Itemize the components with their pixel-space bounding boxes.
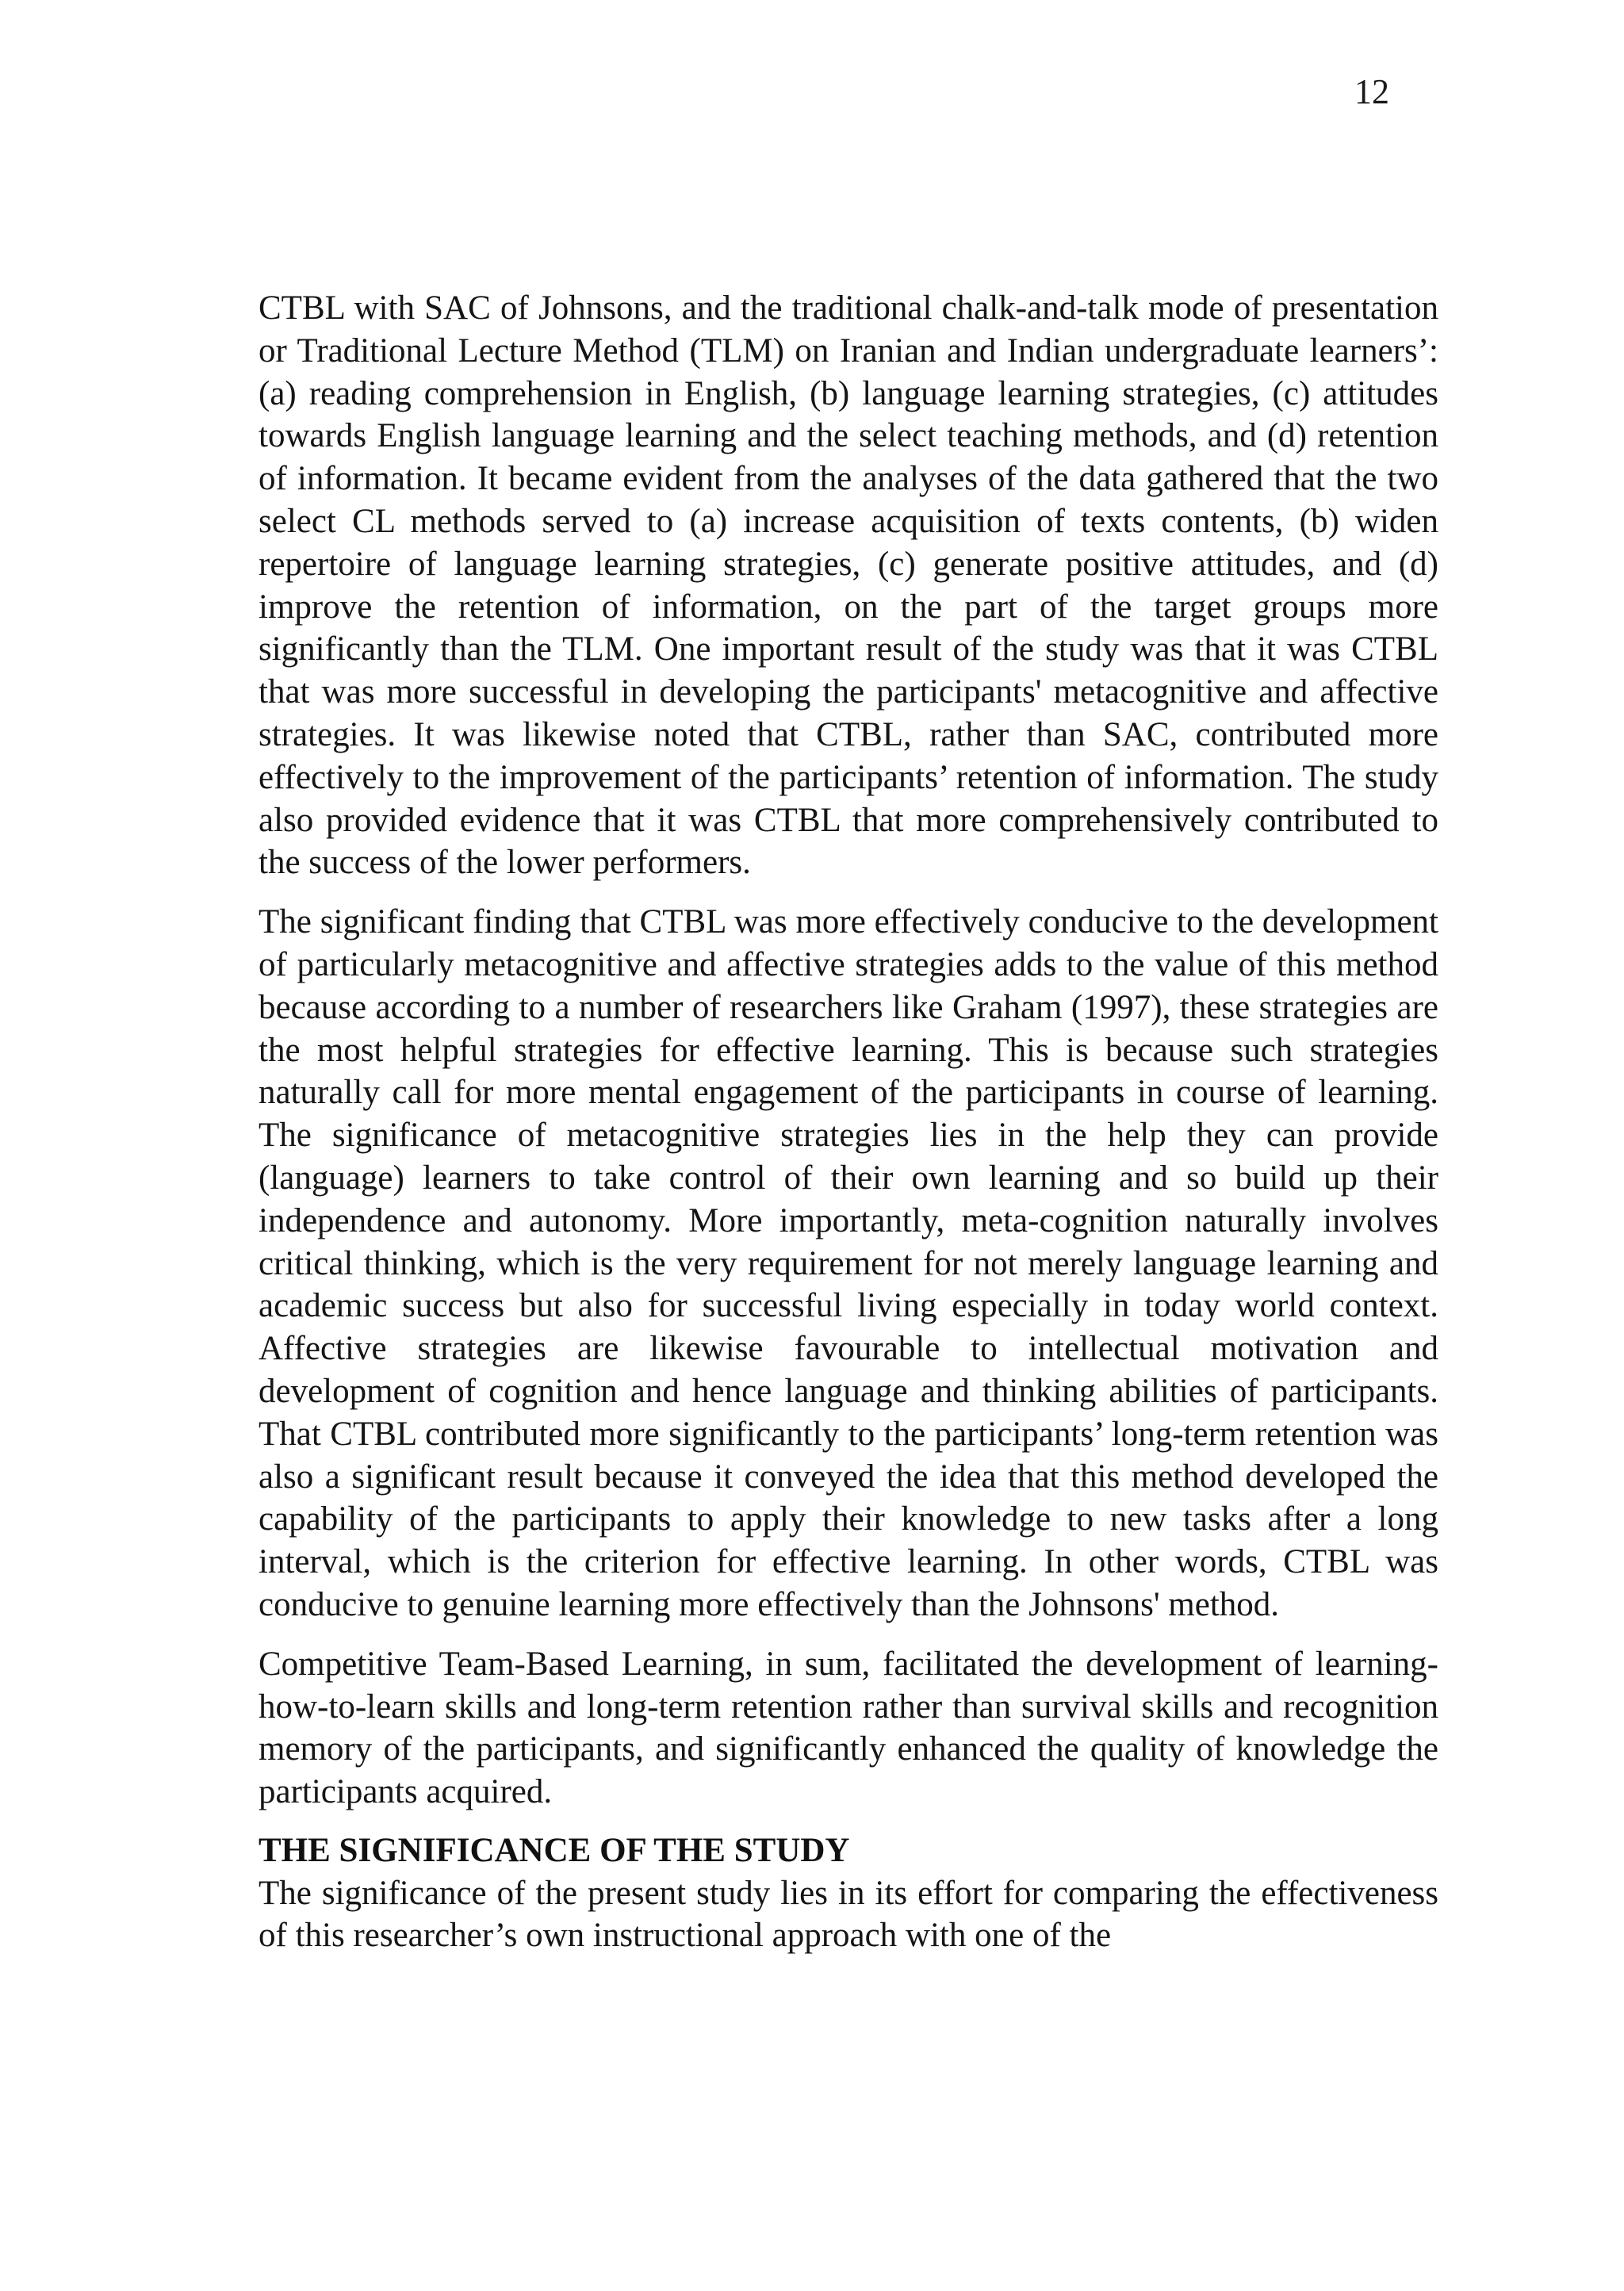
paragraph-ctbl-significance: The significant finding that CTBL was more effectively conducive to the development of particularly metacognitive and affective strategies adds to the value of this method because according to a number of researchers like Graham (1997), these strategies are the most helpful strategies for effective learning. This is because such strategies naturally call for more mental engagement of the participants in course of learning. The significance of metacognitive strategies lies in the help they can provide (language) learners to take control of their own learning and so build up their independence and autonomy. More importantly, meta-cognition naturally involves critical thinking, which is the very requirement for not merely language learning and academic success but also for successful living especially in today world context. Affective strategies are likewise favourable to intellectual motivation and development of cognition and hence language and thinking abilities of participants. That CTBL contributed more significantly to the participants’ long-term retention was also a significant result because it conveyed the idea that this method developed the capability of the participants to apply their knowledge to new tasks after a long interval, which is the criterion for effective learning. In other words, CTBL was conducive to genuine learning more effectively than the Johnsons' method. xyxy=(259,903,1438,1623)
page-number: 12 xyxy=(1354,72,1389,111)
section-heading-significance: THE SIGNIFICANCE OF THE STUDY xyxy=(259,1831,850,1869)
paragraph-ctbl-conclusion: Competitive Team-Based Learning, in sum, facilitated the development of learning-how-to-learn skills and long-term retention rather than survival skills and recognition memory of the participants, and significantly enhanced the quality of knowledge the participants acquired. xyxy=(259,1645,1438,1811)
page-body xyxy=(259,287,1438,1957)
paragraph-significance-intro: The significance of the present study lies in its effort for comparing the effectiveness of this researcher’s own instructional approach with one of the xyxy=(259,1874,1438,1955)
paragraph-study-summary: CTBL with SAC of Johnsons, and the traditional chalk-and-talk mode of presentation or Traditional Lecture Method (TLM) on Iranian and Indian undergraduate learners’: (a) reading comprehension in English, (b) language learning strategies, (c) attitudes towards English language learning and the select teaching methods, and (d) retention of information. It became evident from the analyses of the data gathered that the two select CL methods served to (a) increase acquisition of texts contents, (b) widen repertoire of language learning strategies, (c) generate positive attitudes, and (d) improve the retention of information, on the part of the target groups more significantly than the TLM. One important result of the study was that it was CTBL that was more successful in developing the participants' metacognitive and affective strategies. It was likewise noted that CTBL, rather than SAC, contributed more effectively to the improvement of the participants’ retention of information. The study also provided evidence that it was CTBL that more comprehensively contributed to the success of the lower performers. xyxy=(259,289,1438,882)
